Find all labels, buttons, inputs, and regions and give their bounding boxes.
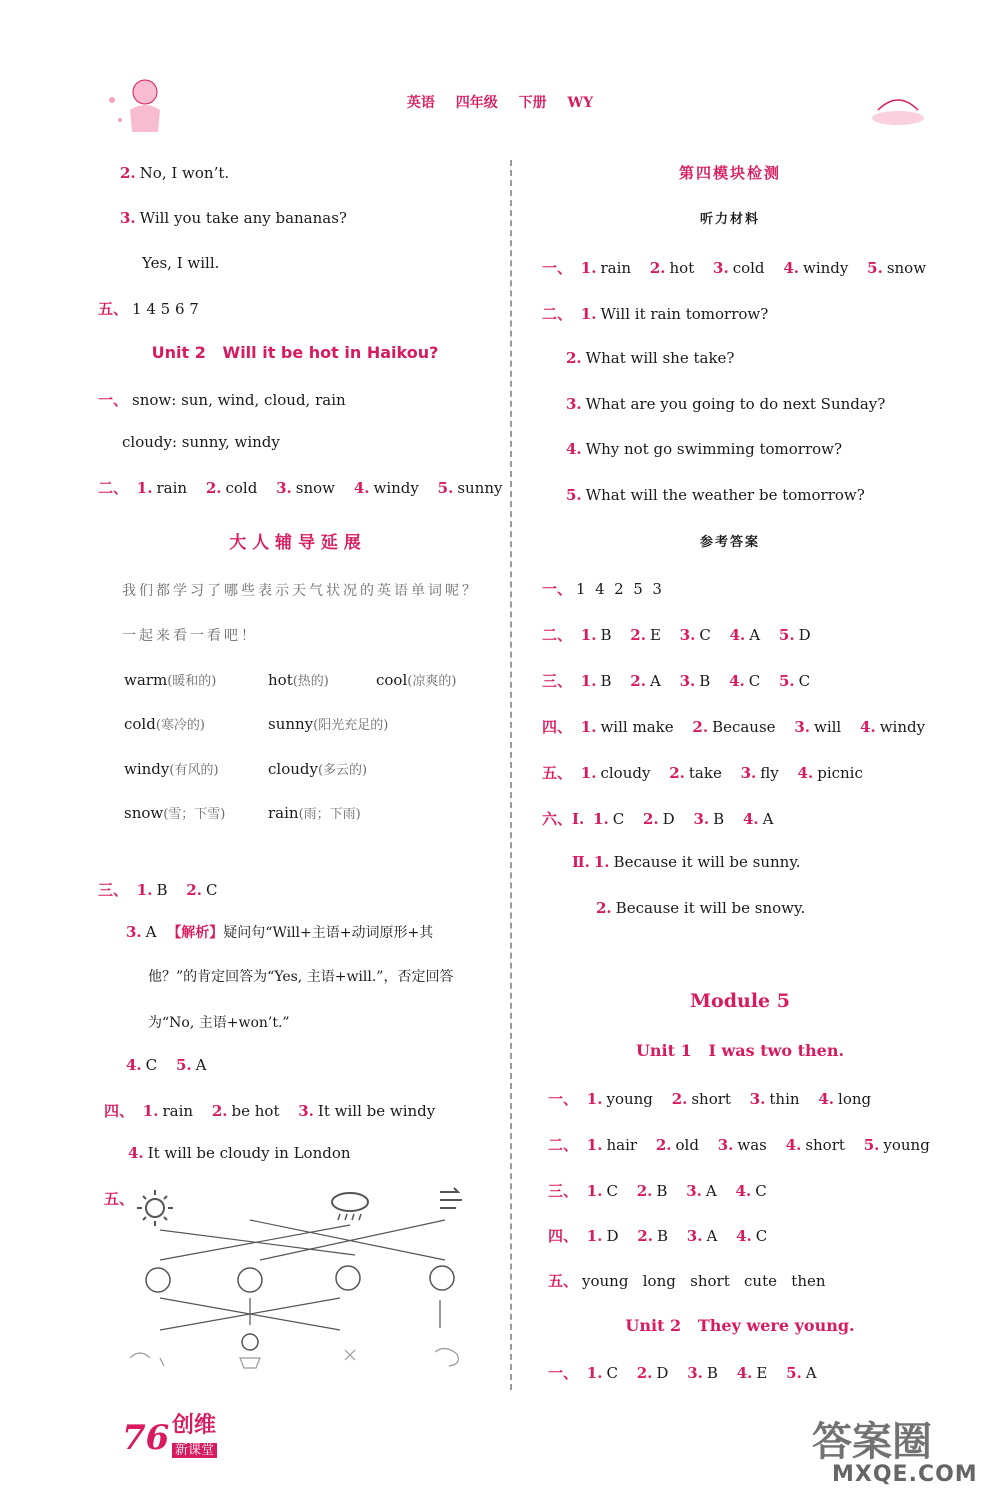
item-number: 4. [736,1227,752,1245]
item-number: 3. [566,395,582,413]
item-number: 2. [186,881,202,899]
answer-text: What are you going to do next Sunday? [585,395,886,413]
word-en: snow [124,804,164,822]
answer-text: sunny [457,479,503,497]
answer-text: rain [156,479,188,497]
section-number: 一、 [548,1364,579,1382]
item-number: 3. [126,923,142,941]
item-number: 1. [580,259,597,277]
section-number: 三、 [548,1182,579,1200]
module5-unit2-title: Unit 2 They were young. [625,1316,855,1335]
item-number: 2. [630,626,646,644]
left-line-3 [142,254,219,272]
answer-text: Yes, I will. [142,254,220,272]
item-number: 5. [863,1136,880,1154]
left-line-1 [120,164,229,182]
item-number: 5. [175,1056,192,1074]
answer-text: A [762,810,774,828]
item-number: 3. [298,1102,314,1120]
item-number: 4. [736,1364,753,1382]
left-line-4 [98,298,199,319]
section-number: 五、 [98,300,129,318]
answer-text: B [156,881,168,899]
right-m2 [548,1134,930,1155]
section-number: 四、 [548,1227,579,1245]
answer-text: C [145,1056,158,1074]
item-number: 3. [120,209,136,227]
answer-text: 1 4 5 6 7 [132,300,199,318]
section-number: 四、 [104,1102,135,1120]
answer-text: B [656,1227,668,1245]
right-m5 [548,1270,826,1291]
answer-text: will make [600,718,674,736]
answer-text: A [195,1056,207,1074]
extension-paragraph-2: 一起来看一看吧！ [122,628,258,644]
brand-logo [172,1408,234,1462]
answer-text: What will she take? [585,349,735,367]
module4-test-title: 第四模块检测 [678,164,781,182]
item-number: 1. [580,672,597,690]
answer-text: fly [760,764,779,782]
watermark-text: 答案圈 [812,1419,932,1465]
item-number: 1. [586,1090,603,1108]
item-number: 1. [142,1102,159,1120]
item-number: 4. [128,1144,144,1162]
answer-text: snow [886,259,927,277]
item-number: 3. [740,764,757,782]
word-cloudy [268,759,367,778]
item-number: 5. [566,486,582,504]
item-number: 4. [729,626,746,644]
word-zh: (雨；下雨) [298,807,361,822]
answer-text: cloudy: sunny, windy [122,433,280,451]
item-number: 4. [797,764,814,782]
word-en: warm [124,671,168,689]
item-number: 3. [679,672,696,690]
section-number: 二、 [542,305,573,323]
answers-title: 参考答案 [699,535,760,550]
answer-text: Because [712,718,776,736]
word-rain [268,803,361,822]
section-number: 三、 [542,672,573,690]
right-r2-4 [566,440,842,458]
item-number: 2. [669,764,685,782]
left-line-2 [120,209,347,227]
item-number: 3. [717,1136,734,1154]
column-divider [510,160,512,1390]
word-zh: (阳光充足的) [313,718,389,733]
item-number: 3. [686,1227,703,1245]
item-number: 1. [580,718,597,736]
item-number: 2. [630,672,646,690]
item-number: 4. [783,259,799,277]
word-snow [124,803,225,822]
answer-text: will [814,718,842,736]
answer-text: It will be cloudy in London [147,1144,351,1162]
word-zh: (暖和的) [167,674,217,689]
answer-text: B [600,626,612,644]
word-zh: (凉爽的) [407,674,457,689]
section-number: 五、 [104,1190,135,1208]
item-number: 1. [136,479,153,497]
answer-text: D [656,1364,669,1382]
answer-text: C [755,1182,767,1200]
word-cool [376,670,456,689]
item-number: 2. [642,810,659,828]
header-volume: 下册 [518,95,547,111]
right-a5 [542,762,863,783]
section-number: 二、 [542,626,573,644]
item-number: 4. [785,1136,802,1154]
answer-text: A [706,1227,718,1245]
item-number: 4. [742,810,759,828]
right-a3 [542,670,810,691]
item-number: 1. [136,881,153,899]
header-decoration-right [868,80,928,130]
section-number: 一、 [98,391,129,409]
right-r2-3 [566,395,885,413]
section-number: 四、 [542,718,573,736]
word-windy [124,759,219,778]
answer-text: rain [600,259,632,277]
item-number: 2. [649,259,666,277]
answer-text: C [748,672,761,690]
section-number: 二、 [98,479,129,497]
answer-text: rain [162,1102,194,1120]
left-u3 [98,477,502,498]
item-number: 3. [687,1364,703,1382]
answer-text: E [649,626,661,644]
sun-icon [137,1190,173,1226]
item-number: 2. [655,1136,672,1154]
word-zh: (雪；下雪) [163,807,226,822]
answer-text: old [675,1136,699,1154]
item-number: 1. [586,1136,603,1154]
item-number: 2. [692,718,709,736]
item-number: 1. [580,764,597,782]
answer-text: D [662,810,675,828]
item-number: 2. [120,164,136,182]
header-subject: 英语 [406,95,435,111]
item-number: 1. [580,305,597,323]
right-n1 [548,1362,817,1383]
left-s3-3-p2: 他？”的肯定回答为“Yes, 主语+will.”，否定回答 [148,969,454,985]
section-number: 五、 [542,764,573,782]
word-en: rain [268,804,299,822]
answer-text: B [656,1182,668,1200]
watermark-url: MXQE.COM [832,1462,978,1487]
left-s3 [98,879,217,900]
answer-text: A [749,626,761,644]
item-number: 3. [679,626,696,644]
right-r2-2 [566,349,734,367]
right-a6-ii-2 [596,899,805,917]
answer-text: D [606,1227,619,1245]
answer-text: short [691,1090,731,1108]
extension-title: 大 人 辅 导 延 展 [229,533,361,553]
answer-text: cloudy [600,764,651,782]
answer-text: A [805,1364,817,1382]
answer-text: D [798,626,811,644]
answer-text: young [883,1136,930,1154]
answer-text: be hot [231,1102,280,1120]
item-number: 1. [586,1364,603,1382]
header-grade: 四年级 [455,95,498,111]
answer-text: E [756,1364,768,1382]
right-a2 [542,624,811,645]
word-en: cloudy [268,760,318,778]
item-number: 2. [566,349,582,367]
rain-cloud-icon [332,1193,368,1220]
right-a6 [542,808,773,829]
answer-text: Why not go swimming tomorrow? [585,440,843,458]
analysis-text: 疑问句“Will+主语+动词原形+其 [223,925,434,941]
answer-text: snow: sun, wind, cloud, rain [132,391,346,409]
section-number: 五、 [548,1272,579,1290]
right-a4 [542,716,925,737]
item-number: 3. [276,479,292,497]
item-number: 2. [636,1364,653,1382]
word-en: hot [268,671,293,689]
answer-text: long [838,1090,872,1108]
answer-text: take [688,764,722,782]
page-number: 76 [122,1418,170,1458]
item-number: 2. [205,479,222,497]
analysis-tag: 【解析】 [167,925,224,941]
answer-text: hair [606,1136,638,1154]
left-s4 [104,1100,435,1121]
item-number: 4. [126,1056,142,1074]
extension-paragraph-1: 我们都学习了哪些表示天气状况的英语单词呢？ [122,583,479,599]
item-number: 3. [749,1090,766,1108]
word-en: cold [124,715,156,733]
item-number: 5. [867,259,883,277]
right-r1 [542,257,926,278]
header-edition: WY [567,95,594,111]
answer-text: windy [373,479,419,497]
item-number: 5. [786,1364,802,1382]
answer-text: cold [732,259,765,277]
section-number: 二、 [548,1136,579,1154]
item-number: 1. [593,810,609,828]
item-number: 4. [818,1090,835,1108]
answer-text: B [600,672,612,690]
word-en: windy [124,760,170,778]
unit2-title: Unit 2 Will it be hot in Haikou? [151,343,439,362]
right-m4 [548,1225,767,1246]
word-en: sunny [268,715,314,733]
answer-text: snow [295,479,336,497]
weather-clothes-icons [130,1348,458,1368]
answer-text: cold [225,479,258,497]
answer-text: hot [669,259,695,277]
module5-title: Module 5 [690,990,790,1012]
item-number: 2. [637,1227,653,1245]
answer-text: It will be windy [317,1102,436,1120]
answer-text: What will the weather be tomorrow? [585,486,865,504]
right-a6-ii-1 [572,853,801,871]
word-warm [124,670,216,689]
word-hot [268,670,329,689]
section-number: 三、 [98,881,129,899]
answer-text: windy [802,259,849,277]
answer-text: Because it will be snowy. [615,899,806,917]
item-number: 4. [353,479,370,497]
logo-top-text: 创维 [172,1413,217,1438]
left-s4-4 [128,1144,351,1162]
word-zh: (多云的) [317,763,368,778]
item-number: 2. [596,899,612,917]
left-s3-4 [126,1056,206,1074]
word-zh: (有风的) [169,763,219,778]
section-number: 一、 [542,259,573,277]
item-number: 1. [593,853,610,871]
left-s3-3-p3: 为“No, 主语+won’t.” [148,1015,290,1031]
answer-text: C [205,881,218,899]
right-a1 [542,578,662,599]
answer-text: C [699,626,711,644]
answer-text: thin [769,1090,800,1108]
item-number: 2. [211,1102,228,1120]
left-u2 [122,433,280,451]
item-number: 4. [566,440,582,458]
item-number: 2. [671,1090,688,1108]
item-number: 1. [586,1227,603,1245]
item-number: 5. [779,672,795,690]
section-number: 一、 [548,1090,579,1108]
word-cold [124,714,205,733]
listening-title: 听力材料 [699,212,760,227]
item-number: 4. [729,672,745,690]
answer-text: C [755,1227,768,1245]
item-number: 3. [693,810,710,828]
left-s3-3 [126,922,433,942]
item-number: 5. [437,479,454,497]
right-r2-5 [566,486,865,504]
answer-text: C [606,1364,618,1382]
item-number: 4. [735,1182,752,1200]
section-number: 六、Ⅰ. [542,810,585,828]
matching-illustration [120,1180,490,1380]
wind-icon [440,1188,462,1208]
answer-text: was [737,1136,767,1154]
answer-text: Will it rain tomorrow? [600,305,769,323]
item-number: 3. [713,259,729,277]
child-face-icon [146,1266,454,1350]
answer-text: 1 4 2 5 3 [576,580,662,598]
answer-text: C [798,672,811,690]
logo-bottom-text: 新课堂 [172,1443,217,1458]
left-u1 [98,389,346,410]
item-number: 1. [580,626,597,644]
answer-text: short [805,1136,845,1154]
item-number: 5. [778,626,795,644]
right-m1 [548,1088,871,1109]
header-title [0,92,1000,112]
answer-text: No, I won’t. [139,164,230,182]
answer-text: B [706,1364,718,1382]
item-number: 3. [686,1182,702,1200]
item-number: 2. [636,1182,653,1200]
answer-text: Because it will be sunny. [613,853,801,871]
answer-text: B [699,672,711,690]
word-zh: (热的) [292,674,329,689]
answer-text: young [606,1090,653,1108]
answer-text: A [705,1182,717,1200]
answer-text: young long short cute then [582,1272,826,1290]
answer-text: B [713,810,725,828]
word-sunny [268,714,388,733]
item-number: 4. [860,718,876,736]
item-number: 1. [586,1182,603,1200]
right-r2-1 [542,303,768,324]
answer-text: C [606,1182,618,1200]
sub-section-number: Ⅱ. [572,853,590,871]
answer-text: windy [879,718,926,736]
word-en: cool [376,671,408,689]
section-number: 一、 [542,580,573,598]
answer-text: Will you take any bananas? [139,209,347,227]
item-number: 3. [794,718,810,736]
answer-text: picnic [817,764,863,782]
word-zh: (寒冷的) [155,718,205,733]
answer-text: A [145,923,157,941]
answer-text: C [612,810,625,828]
right-m3 [548,1180,767,1201]
answer-text: A [649,672,661,690]
module5-unit1-title: Unit 1 I was two then. [635,1041,845,1060]
